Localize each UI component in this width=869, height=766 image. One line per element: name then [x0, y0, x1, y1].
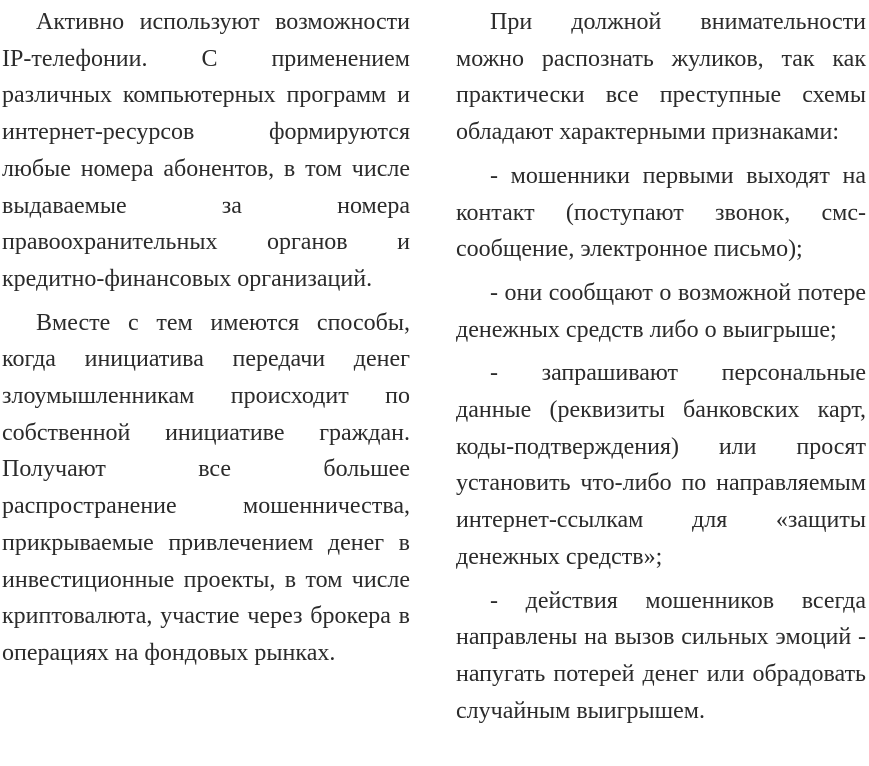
list-item-loss-or-win: - они сообщают о возможной потере денежных средств либо о выигрыше; [456, 279, 866, 343]
list-item-personal-data: - запрашивают персональные данные (реквизиты банковских карт, коды-подтверждения) или просят установить что-либо по направляемым интернет-ссылкам для «защиты денежных средств»; [456, 360, 866, 570]
paragraph-initiative-schemes: Вместе с тем имеются способы, когда инициатива передачи денег злоумышленникам происходит по собственной инициативе граждан. Получают все большее распространение мошенничества, прикрываемые привлечением денег в инвестиционные проекты, в том числе криптовалюта, участие через брокера в операциях на фондовых рынках. [2, 309, 410, 666]
right-text-column [456, 4, 866, 736]
left-text-column [2, 4, 410, 679]
paragraph-ip-telephony: Активно используют возможности IP-телефонии. С применением различных компьютерных программ и интернет-ресурсов формируются любые номера абонентов, в том числе выдаваемые за номера правоохранительных органов и кредитно-финансовых организаций. [2, 9, 410, 292]
list-item-strong-emotions: - действия мошенников всегда направлены на вызов сильных эмоций - напугать потерей денег или обрадовать случайным выигрышем. [456, 587, 866, 724]
paragraph-recognize-fraudsters: При должной внимательности можно распознать жуликов, так как практически все преступные схемы обладают характерными признаками: [456, 9, 866, 146]
list-item-first-contact: - мошенники первыми выходят на контакт (поступают звонок, смс-сообщение, электронное письмо); [456, 162, 866, 263]
